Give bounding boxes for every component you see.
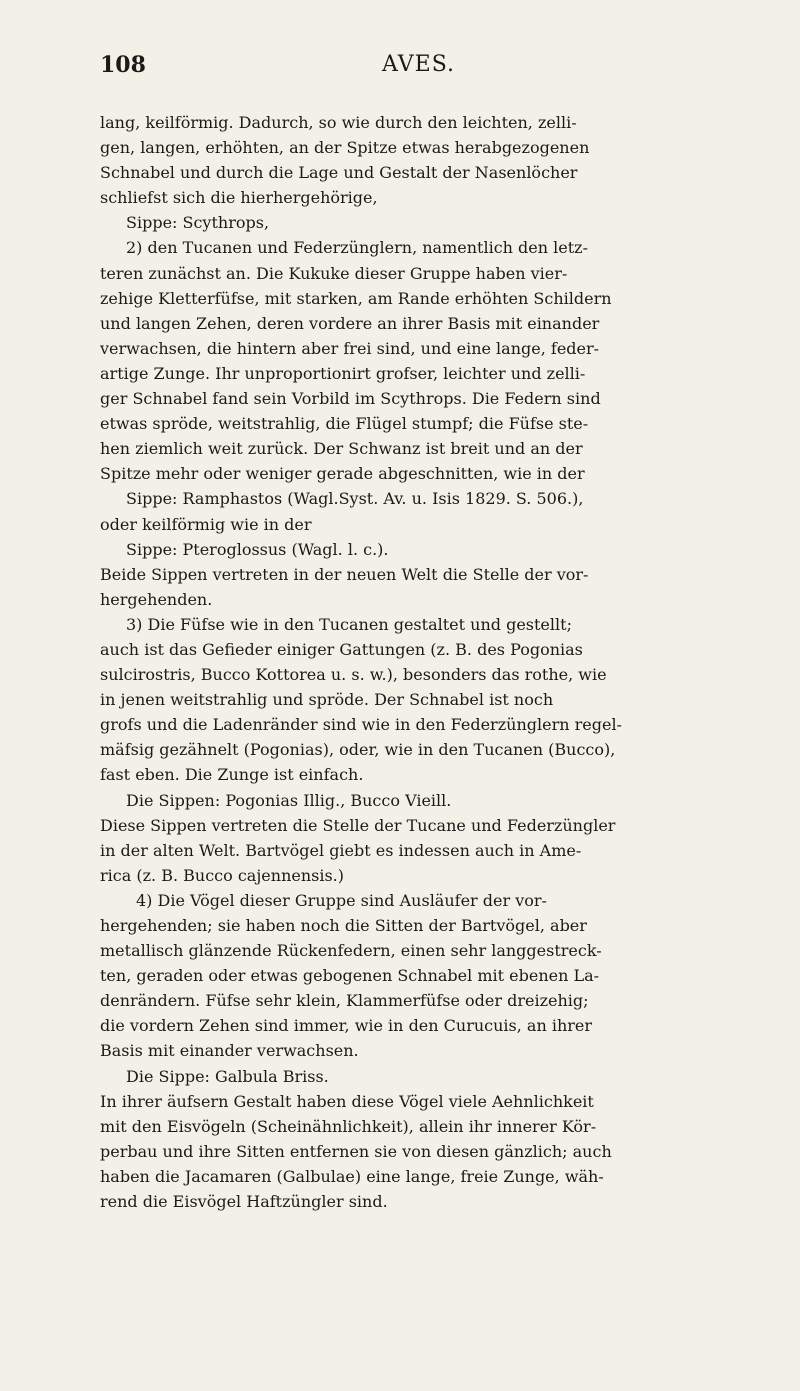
text-line: Sippe: Ramphastos (Wagl.Syst. Av. u. Isis 1829. S. 506.), <box>126 489 584 509</box>
text-line: lang, keilförmig. Dadurch, so wie durch den leichten, zelli- <box>100 113 577 132</box>
text-line: In ihrer äufsern Gestalt haben diese Vögel viele Aehnlichkeit <box>100 1091 594 1111</box>
text-line: Schnabel und durch die Lage und Gestalt der Nasenlöcher <box>100 163 578 183</box>
text-line: die vordern Zehen sind immer, wie in den Curucuis, an ihrer <box>100 1016 593 1036</box>
text-line: in der alten Welt. Bartvögel giebt es indessen auch in Ame- <box>100 840 582 860</box>
text-line: 3) Die Füfse wie in den Tucanen gestaltet und gestellt; <box>126 614 572 634</box>
page-number: 108 <box>100 52 146 78</box>
text-line: in jenen weitstrahlig und spröde. Der Schnabel ist noch <box>100 690 554 710</box>
text-line: schliefst sich die hierhergehörige, <box>100 188 378 208</box>
running-title: AVES. <box>382 52 456 77</box>
text-line: hergehenden. <box>100 589 213 609</box>
text-line: Sippe: Pteroglossus (Wagl. l. c.). <box>126 539 389 559</box>
text-line: auch ist das Gefieder einiger Gattungen (z. B. des Pogonias <box>100 639 583 659</box>
text-line: ger Schnabel fand sein Vorbild im Scythrops. Die Federn sind <box>100 389 601 409</box>
text-line: denrändern. Füfse sehr klein, Klammerfüfse oder dreizehig; <box>100 991 589 1011</box>
text-line: Die Sippe: Galbula Briss. <box>126 1066 329 1086</box>
text-line: rend die Eisvögel Haftzüngler sind. <box>100 1192 388 1212</box>
text-line: sulcirostris, Bucco Kottorea u. s. w.), besonders das rothe, wie <box>100 665 607 685</box>
text-line: metallisch glänzende Rückenfedern, einen sehr langgestreck- <box>100 941 602 961</box>
text-line: etwas spröde, weitstrahlig, die Flügel stumpf; die Füfse ste- <box>100 414 589 434</box>
text-line: fast eben. Die Zunge ist einfach. <box>100 765 364 785</box>
text-line: gen, langen, erhöhten, an der Spitze etwas herabgezogenen <box>100 138 590 158</box>
text-line: artige Zunge. Ihr unproportionirt grofser, leichter und zelli- <box>100 363 586 383</box>
text-line: Spitze mehr oder weniger gerade abgeschnitten, wie in der <box>100 464 585 484</box>
text-line: perbau und ihre Sitten entfernen sie von diesen gänzlich; auch <box>100 1141 612 1161</box>
text-line: teren zunächst an. Die Kukuke dieser Gruppe haben vier- <box>100 263 568 283</box>
text-line: verwachsen, die hintern aber frei sind, und eine lange, feder- <box>100 338 600 358</box>
text-line: grofs und die Ladenränder sind wie in den Federzünglern regel- <box>100 715 622 735</box>
text-line: Die Sippen: Pogonias Illig., Bucco Vieill. <box>126 790 452 810</box>
text-line: 4) Die Vögel dieser Gruppe sind Ausläufer der vor- <box>136 890 547 910</box>
text-line: mäfsig gezähnelt (Pogonias), oder, wie in den Tucanen (Bucco), <box>100 740 616 760</box>
text-line: ten, geraden oder etwas gebogenen Schnabel mit ebenen La- <box>100 966 600 986</box>
text-line: oder keilförmig wie in der <box>100 514 312 534</box>
text-line: rica (z. B. Bucco cajennensis.) <box>100 865 345 885</box>
text-line: Diese Sippen vertreten die Stelle der Tucane und Federzüngler <box>100 815 616 835</box>
text-line: mit den Eisvögeln (Scheinähnlichkeit), allein ihr innerer Kör- <box>100 1116 597 1136</box>
text-line: zehige Kletterfüfse, mit starken, am Rande erhöhten Schildern <box>100 288 612 308</box>
body-text <box>100 110 722 1214</box>
text-line: hergehenden; sie haben noch die Sitten der Bartvögel, aber <box>100 916 587 935</box>
text-line: hen ziemlich weit zurück. Der Schwanz ist breit und an der <box>100 439 583 459</box>
text-line: Beide Sippen vertreten in der neuen Welt die Stelle der vor- <box>100 564 589 584</box>
text-line: Basis mit einander verwachsen. <box>100 1041 359 1061</box>
page-header <box>100 52 720 92</box>
text-line: 2) den Tucanen und Federzünglern, namentlich den letz- <box>126 238 588 258</box>
text-line: haben die Jacamaren (Galbulae) eine lange, freie Zunge, wäh- <box>100 1166 604 1186</box>
text-line: und langen Zehen, deren vordere an ihrer Basis mit einander <box>100 313 600 333</box>
text-line: Sippe: Scythrops, <box>126 213 270 233</box>
